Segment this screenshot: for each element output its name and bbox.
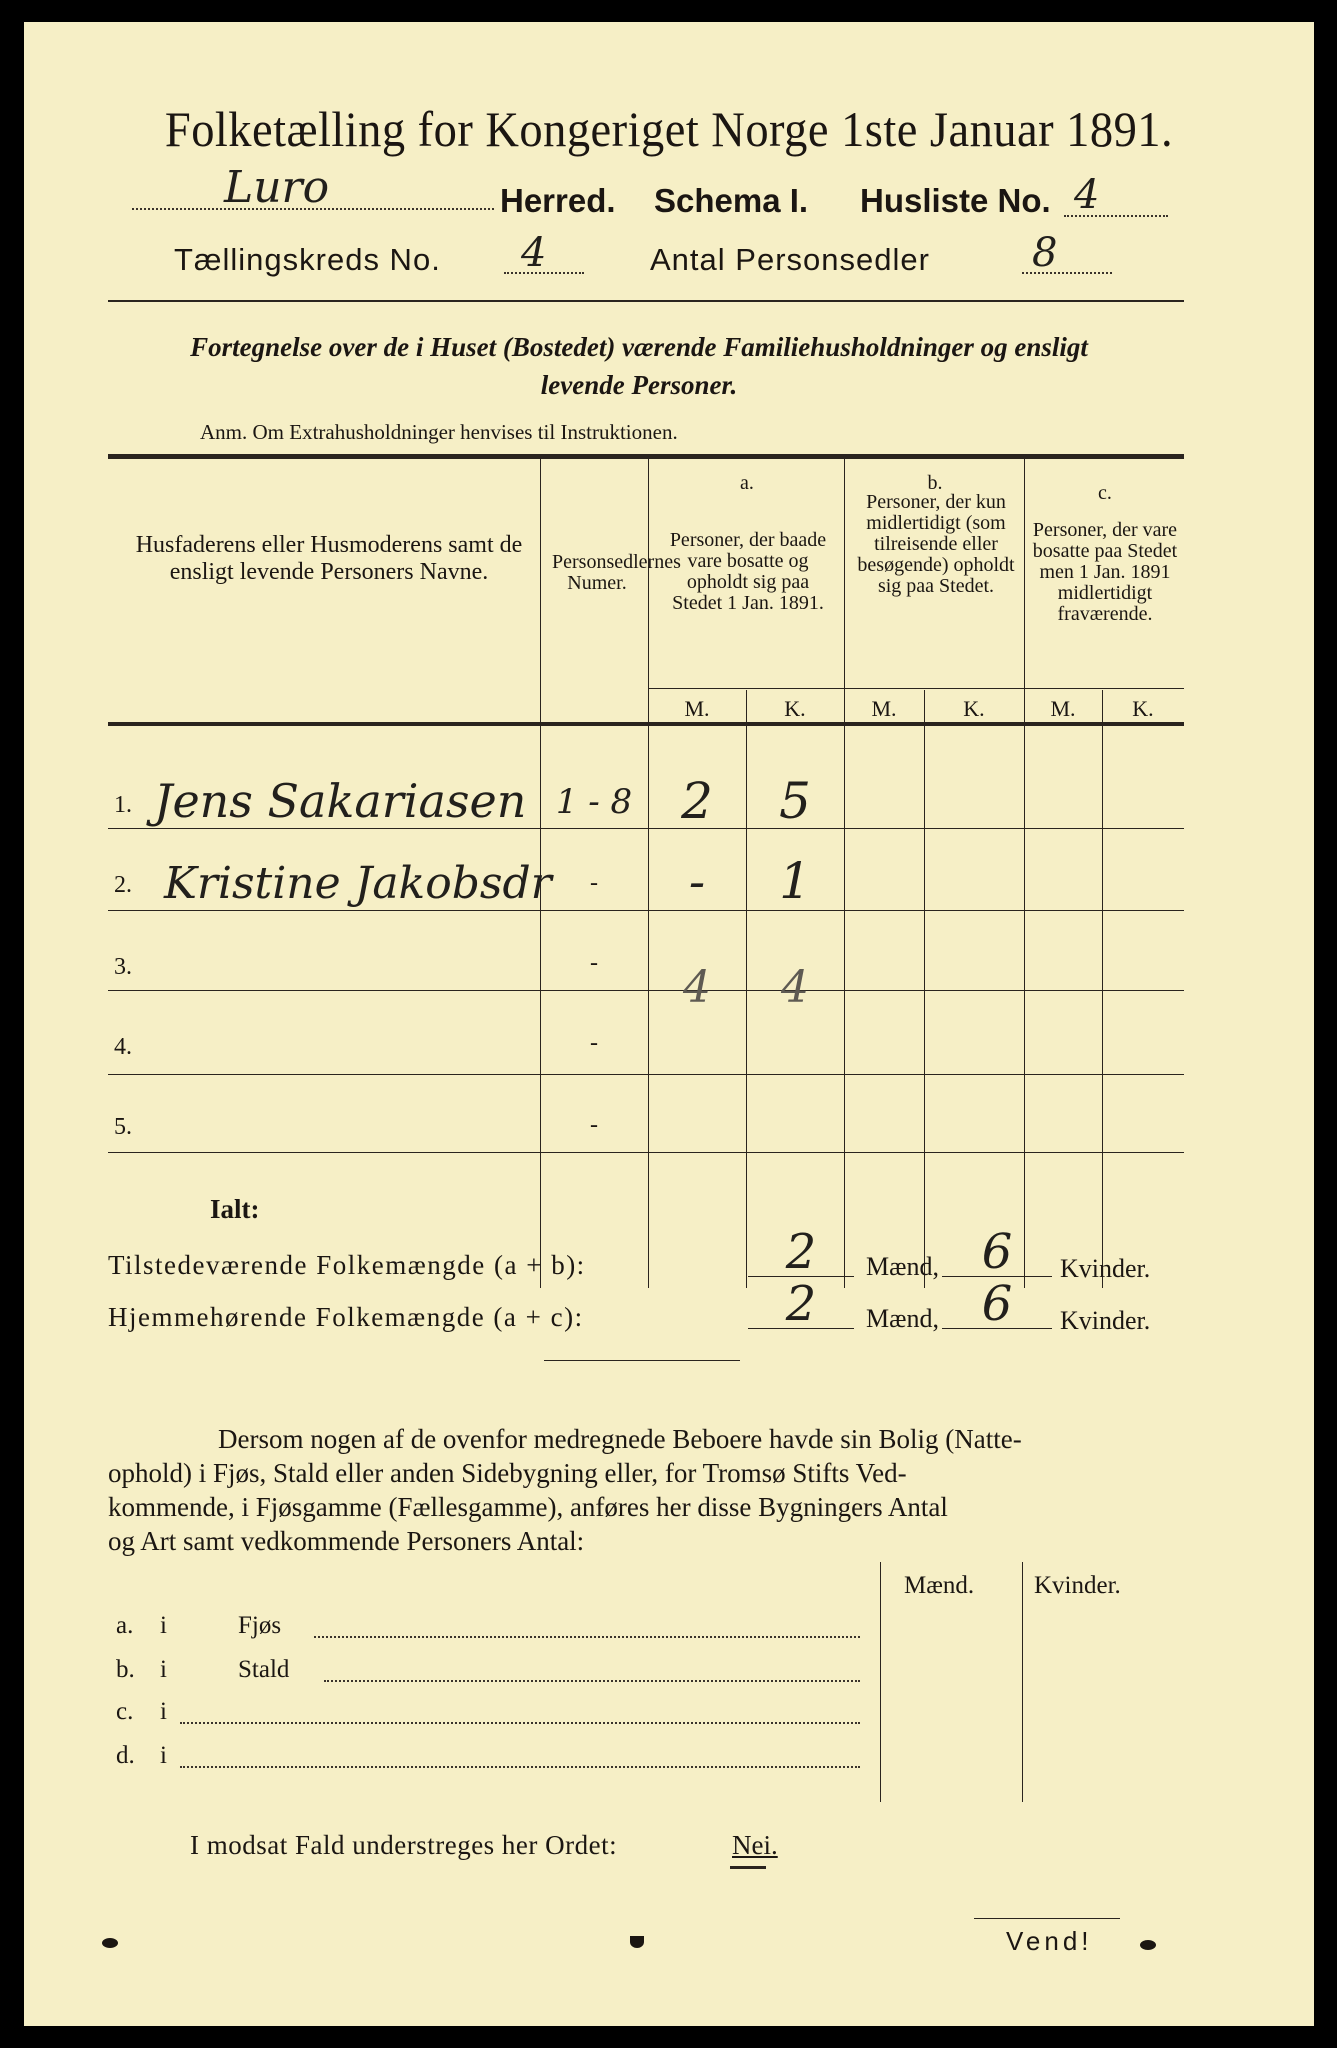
ialt-label: Ialt:: [210, 1194, 260, 1224]
header-a-letter: a.: [740, 472, 754, 494]
row-a-k: 4: [781, 962, 809, 1013]
herred-label: Herred.: [500, 182, 616, 219]
row-a-m: 2: [681, 772, 713, 830]
row-number: 3.: [114, 954, 132, 980]
ornament-right: [1140, 1940, 1156, 1950]
kreds-label: Tællingskreds No.: [174, 242, 441, 277]
hjemmehorende-maend: 2: [785, 1276, 817, 1332]
kreds-value: 4: [521, 230, 547, 276]
item-c-letter: c.: [116, 1698, 134, 1725]
header-b-letter: b.: [927, 472, 943, 494]
row-number: 4.: [114, 1034, 132, 1060]
nei-word: Nei.: [732, 1830, 778, 1860]
hjemmehorende-kvinder: 6: [981, 1276, 1013, 1332]
item-c-i: i: [160, 1698, 167, 1725]
row-name: Kristine Jakobsdr: [164, 858, 552, 909]
note-paragraph: Dersom nogen af de ovenfor medregnede Beboere havde sin Bolig (Natte- ophold) i Fjøs, Stald eller anden Sidebygning eller, for Tromsø Stifts Ved- kommende, i Fjøsgamme (Fællesgamme), anføres her disse Bygningers Antal og Art samt vedkommende Personers Antal:: [108, 1424, 1022, 1556]
row-a-k: 1: [779, 852, 811, 910]
census-form: [24, 22, 1314, 2026]
row-personsedler: -: [590, 950, 598, 976]
row-number: 2.: [114, 872, 132, 898]
row-number: 5.: [114, 1114, 132, 1140]
row-personsedler: -: [590, 870, 598, 896]
intro-line-1: Fortegnelse over de i Huset (Bostedet) værende Familiehusholdninger og ensligt: [190, 332, 1088, 362]
antal-label: Antal Personsedler: [650, 242, 930, 277]
item-b-letter: b.: [116, 1656, 135, 1683]
header-a-column: Personer, der baade vare bosatte og opholdt sig paa Stedet 1 Jan. 1891.: [669, 529, 827, 614]
header-c-column: Personer, der vare bosatte paa Stedet men 1 Jan. 1891 midlertidigt fraværende.: [1032, 519, 1178, 625]
antal-value: 8: [1032, 230, 1058, 276]
husliste-value: 4: [1074, 172, 1100, 218]
header-c-k: K.: [1132, 696, 1154, 721]
form-title: Folketælling for Kongeriget Norge 1ste Januar 1891.: [164, 101, 1174, 157]
row-personsedler: -: [590, 1112, 598, 1138]
row-a-m: 4: [683, 962, 711, 1013]
footer-text: I modsat Fald understreges her Ordet:: [190, 1830, 618, 1860]
anm-note: Anm. Om Extrahusholdninger henvises til Instruktionen.: [200, 420, 678, 444]
item-a-label: Fjøs: [238, 1612, 282, 1639]
header-c-letter: c.: [1098, 482, 1112, 504]
row-personsedler: 1 - 8: [555, 782, 633, 822]
tilstedevaerende-maend: 2: [785, 1224, 817, 1280]
maend-label: Mænd,: [866, 1252, 939, 1281]
maend-label: Mænd,: [866, 1304, 939, 1333]
row-name: Jens Sakariasen: [154, 774, 527, 828]
ornament-center: [630, 1936, 644, 1948]
row-a-m: -: [688, 854, 706, 910]
kvinder-label: Kvinder.: [1060, 1306, 1151, 1335]
tilstedevaerende-kvinder: 6: [981, 1224, 1013, 1280]
header-name-column: Husfaderens eller Husmoderens samt de ensligt levende Personers Navne.: [135, 532, 523, 585]
husliste-label: Husliste No.: [860, 182, 1051, 219]
ornament-left: [102, 1938, 118, 1948]
herred-value: Luro: [224, 162, 330, 213]
vend-label: Vend!: [1006, 1926, 1093, 1956]
note-maend-header: Mænd.: [904, 1572, 975, 1599]
tilstedevaerende-label: Tilstedeværende Folkemængde (a + b):: [108, 1250, 586, 1280]
item-d-i: i: [160, 1742, 167, 1769]
intro-line-2: levende Personer.: [540, 370, 738, 400]
header-a-m: M.: [684, 696, 710, 721]
header-b-k: K.: [963, 696, 985, 721]
row-number: 1.: [114, 792, 132, 818]
schema-label: Schema I.: [654, 182, 809, 219]
header-number-column: Personsedlernes Numer.: [552, 551, 681, 594]
item-b-i: i: [160, 1656, 167, 1683]
header-c-m: M.: [1050, 696, 1076, 721]
header-b-column: Personer, der kun midlertidigt (som tilreisende eller besøgende) opholdt sig paa Stedet.: [857, 491, 1015, 597]
hjemmehorende-label: Hjemmehørende Folkemængde (a + c):: [108, 1302, 584, 1332]
item-a-letter: a.: [116, 1612, 134, 1639]
header-b-m: M.: [871, 696, 897, 721]
note-kvinder-header: Kvinder.: [1034, 1572, 1121, 1599]
item-d-letter: d.: [116, 1742, 135, 1769]
kvinder-label: Kvinder.: [1060, 1254, 1151, 1283]
row-a-k: 5: [779, 772, 811, 830]
item-b-label: Stald: [238, 1656, 290, 1683]
header-a-k: K.: [784, 696, 806, 721]
row-personsedler: -: [590, 1030, 598, 1056]
item-a-i: i: [160, 1612, 167, 1639]
